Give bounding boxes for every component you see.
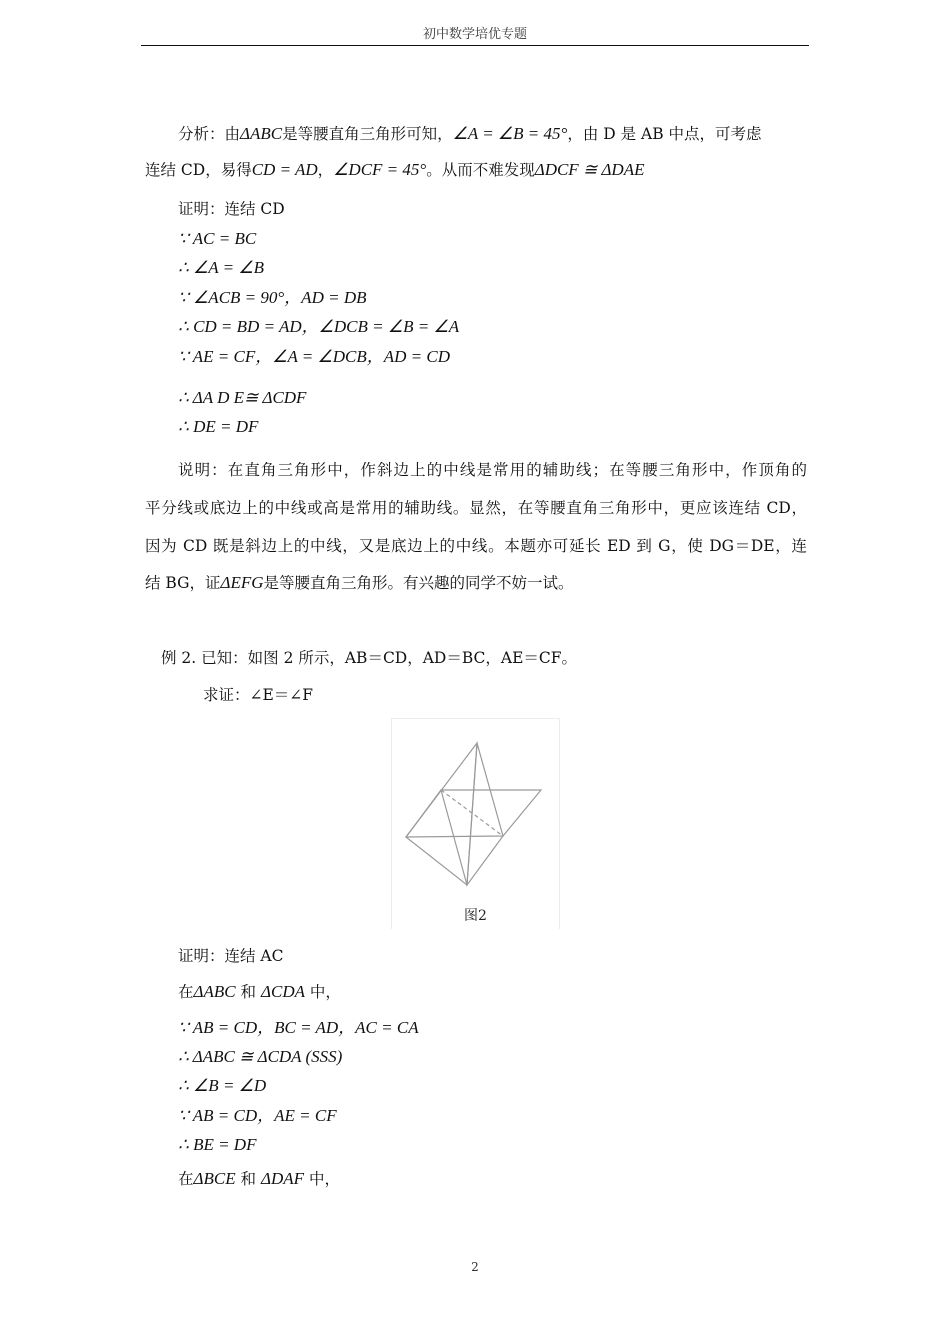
analysis-line-2 — [145, 160, 644, 180]
equation-angle-dcf: ∠DCF = 45° — [333, 160, 427, 179]
proof1-step: ∵ AE = CF，∠A = ∠DCB，AD = CD — [178, 347, 450, 366]
proof2-text: 和 — [240, 983, 257, 1001]
triangle-abc: ΔABC — [193, 982, 236, 1001]
proof2-text: 在 — [178, 1170, 194, 1188]
analysis-text: 。从而不难发现 — [426, 161, 535, 179]
proof1-step: ∴ CD = BD = AD，∠DCB = ∠B = ∠A — [178, 317, 460, 336]
proof1-title: 证明：连结 CD — [178, 200, 285, 218]
proof1-step: ∴ DE = DF — [178, 417, 259, 436]
note-line: 说明：在直角三角形中，作斜边上的中线是常用的辅助线；在等腰三角形中，作顶角的 — [178, 461, 807, 479]
separator: ， — [317, 161, 334, 179]
analysis-text: 是等腰直角三角形可知， — [282, 125, 453, 143]
dashed-diagonal — [441, 790, 503, 836]
note-line-last — [145, 573, 574, 593]
page-header: 初中数学培优专题 — [141, 27, 809, 46]
geometry-figure — [392, 719, 559, 929]
figure-caption: 图2 — [464, 908, 487, 924]
triangle-cda: ΔCDA — [261, 982, 305, 1001]
proof1-step: ∵ AC = BC — [178, 229, 257, 248]
equation-cd-ad: CD = AD — [251, 160, 318, 179]
proof2-context-2 — [178, 1169, 340, 1189]
note-text: 是等腰直角三角形。有兴趣的同学不妨一试。 — [263, 574, 574, 592]
triangle-upper-left — [406, 743, 477, 885]
triangle-bce: ΔBCE — [193, 1169, 236, 1188]
proof2-text: 中， — [309, 983, 341, 1001]
proof2-step: ∵ AB = CD，BC = AD，AC = CA — [178, 1018, 419, 1037]
triangle-efg: ΔEFG — [220, 573, 264, 592]
page-number: 2 — [471, 1260, 479, 1274]
note-text: 结 BG，证 — [145, 574, 221, 592]
proof1-step: ∴ ∠A = ∠B — [178, 258, 264, 277]
triangle-daf: ΔDAF — [261, 1169, 305, 1188]
proof2-text: 中， — [308, 1170, 340, 1188]
proof2-title: 证明：连结 AC — [178, 947, 284, 965]
analysis-line-1 — [178, 124, 762, 144]
proof2-step: ∴ ∠B = ∠D — [178, 1076, 267, 1095]
proof2-step: ∴ ΔABC ≅ ΔCDA (SSS) — [178, 1047, 343, 1066]
proof2-step: ∵ AB = CD，AE = CF — [178, 1106, 337, 1125]
analysis-text: 连结 CD，易得 — [145, 161, 252, 179]
analysis-text: 分析：由 — [178, 125, 241, 143]
figure-2 — [391, 718, 560, 929]
angle-equation: ∠A = ∠B = 45° — [452, 124, 568, 143]
congruence-statement: ΔDCF ≅ ΔDAE — [534, 160, 645, 179]
proof2-step: ∴ BE = DF — [178, 1135, 257, 1154]
example2-prove: 求证：∠E＝∠F — [203, 686, 314, 704]
note-line: 因为 CD 既是斜边上的中线，又是底边上的中线。本题亦可延长 ED 到 G，使 DG＝DE，连 — [145, 537, 807, 555]
analysis-text: ，由 D 是 AB 中点，可考虑 — [567, 125, 762, 143]
proof2-text: 和 — [240, 1170, 257, 1188]
segment — [441, 790, 467, 885]
proof2-text: 在 — [178, 983, 194, 1001]
proof1-step: ∴ ΔA D E≅ ΔCDF — [178, 388, 307, 407]
proof2-context-1 — [178, 982, 341, 1002]
example2-title: 例 2. 已知：如图 2 所示，AB＝CD，AD＝BC，AE＝CF。 — [161, 649, 578, 667]
triangle-abc: ΔABC — [240, 124, 283, 143]
proof1-step: ∵ ∠ACB = 90°，AD = DB — [178, 288, 367, 307]
note-line: 平分线或底边上的中线或高是常用的辅助线。显然，在等腰直角三角形中，更应该连结 CD， — [145, 499, 807, 517]
triangle-right — [467, 743, 503, 885]
